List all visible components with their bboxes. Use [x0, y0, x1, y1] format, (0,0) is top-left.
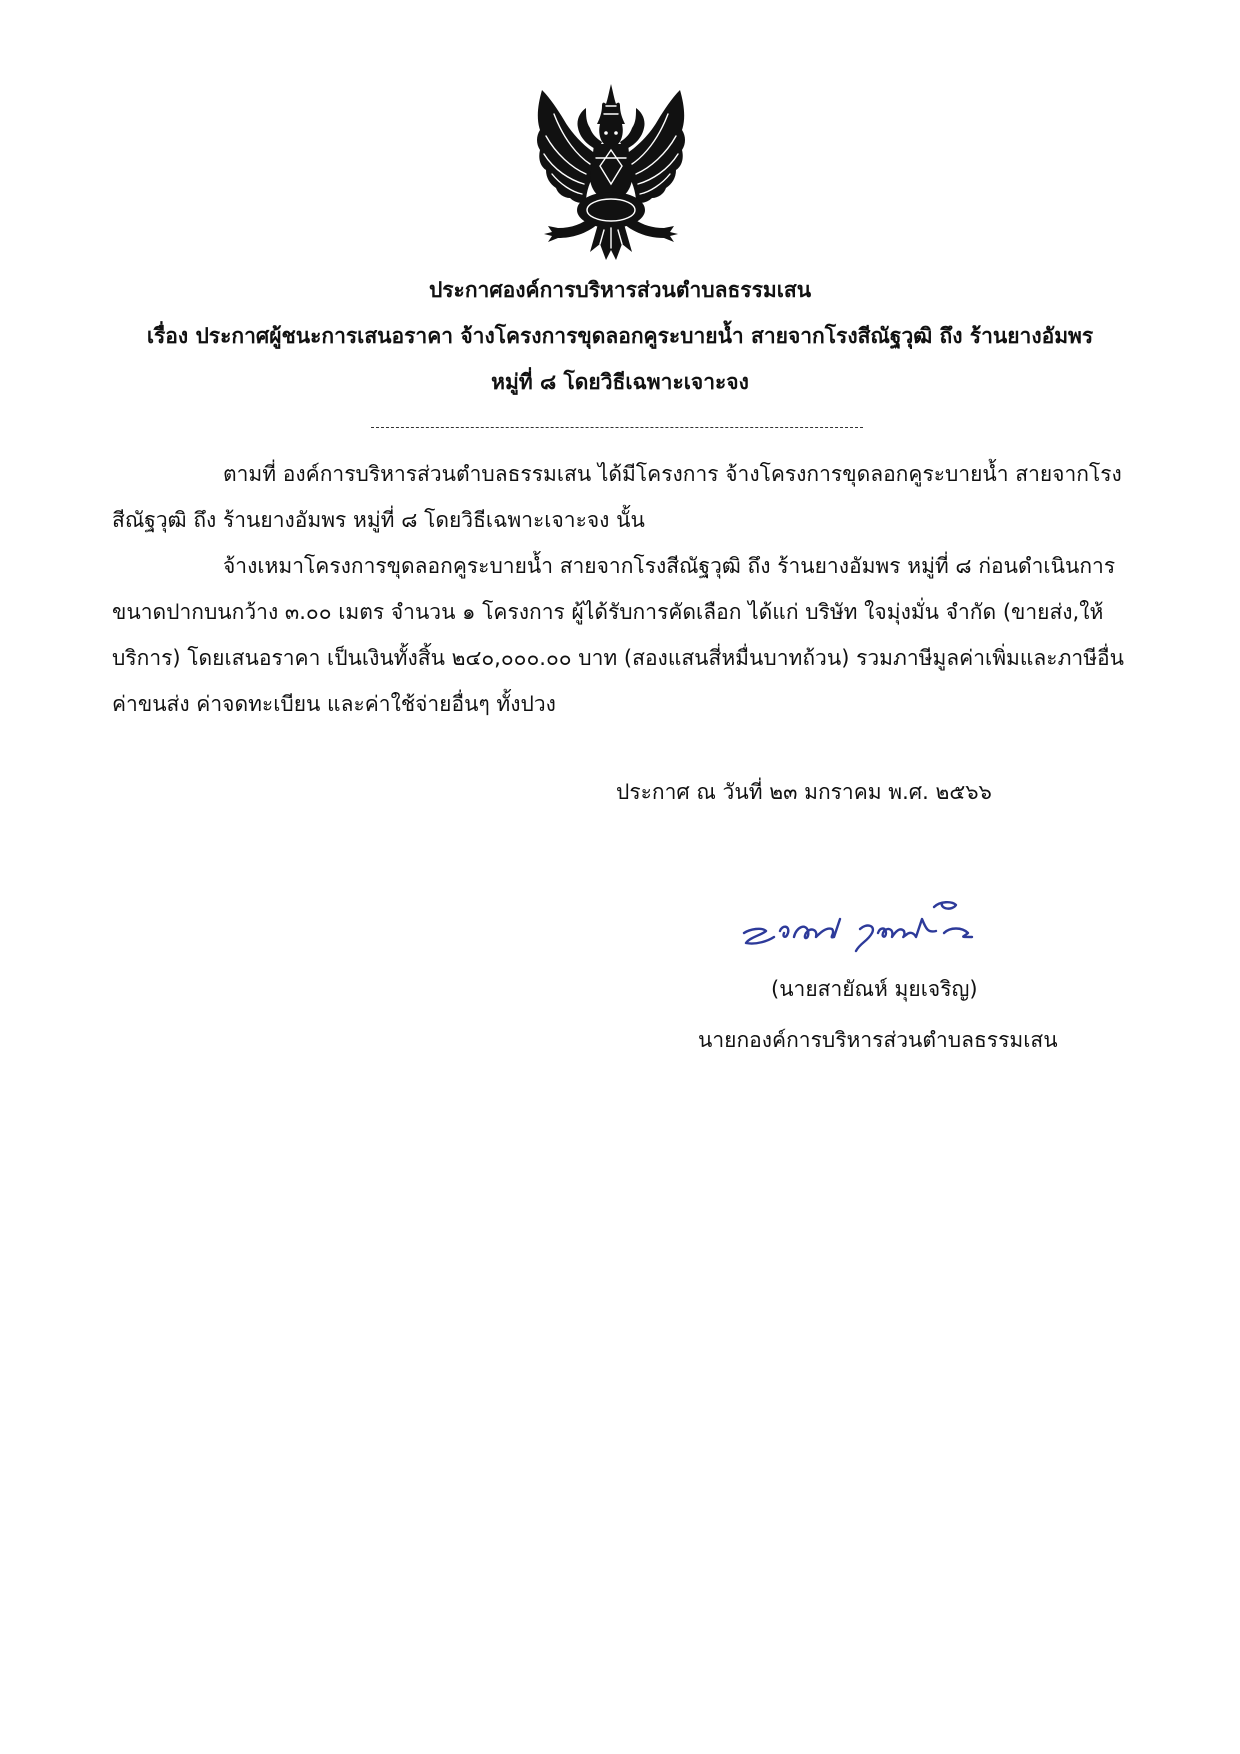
signatory-position: นายกองค์การบริหารส่วนตำบลธรรมเสน [698, 1028, 1058, 1052]
subject-line: หมู่ที่ ๘ โดยวิธีเฉพาะเจาะจง [491, 370, 749, 394]
announcement-body [112, 451, 1180, 727]
announcement-title: ประกาศองค์การบริหารส่วนตำบลธรรมเสน [428, 278, 812, 302]
paragraph-line: บริการ) โดยเสนอราคา เป็นเงินทั้งสิ้น ๒๔๐,๐๐๐.๐๐ บาท (สองแสนสี่หมื่นบาทถ้วน) รวมภาษีมูลค่าเพิ่มและภาษีอื่น [112, 646, 1125, 670]
announcement-date: ประกาศ ณ วันที่ ๒๓ มกราคม พ.ศ. ๒๕๖๖ [616, 780, 992, 804]
handwritten-signature [736, 893, 996, 955]
paragraph-line: ตามที่ องค์การบริหารส่วนตำบลธรรมเสน ได้มีโครงการ จ้างโครงการขุดลอกคูระบายน้ำ สายจากโรง [223, 462, 1122, 486]
garuda-emblem-graphic [534, 84, 688, 261]
signatory-name: (นายสายัณห์ มุยเจริญ) [771, 977, 978, 1001]
paragraph-1 [112, 451, 1180, 543]
garuda-emblem [534, 84, 688, 261]
paragraph-2 [112, 543, 1180, 727]
paragraph-line: สีณัฐวุฒิ ถึง ร้านยางอัมพร หมู่ที่ ๘ โดยวิธีเฉพาะเจาะจง นั้น [112, 508, 645, 532]
subject-line: เรื่อง ประกาศผู้ชนะการเสนอราคา จ้างโครงการขุดลอกคูระบายน้ำ สายจากโรงสีณัฐวุฒิ ถึง ร้านยางอัมพร [146, 324, 1094, 348]
signature-graphic [736, 893, 996, 955]
paragraph-line: จ้างเหมาโครงการขุดลอกคูระบายน้ำ สายจากโรงสีณัฐวุฒิ ถึง ร้านยางอัมพร หมู่ที่ ๘ ก่อนดำเนินการ [223, 554, 1116, 578]
separator-line [371, 427, 863, 428]
paragraph-line: ขนาดปากบนกว้าง ๓.๐๐ เมตร จำนวน ๑ โครงการ ผู้ได้รับการคัดเลือก ได้แก่ บริษัท ใจมุ่งมั่น จำกัด (ขายส่ง,ให้ [112, 600, 1104, 624]
paragraph-line: ค่าขนส่ง ค่าจดทะเบียน และค่าใช้จ่ายอื่นๆ ทั้งปวง [112, 692, 556, 716]
announcement-header [40, 267, 1200, 405]
